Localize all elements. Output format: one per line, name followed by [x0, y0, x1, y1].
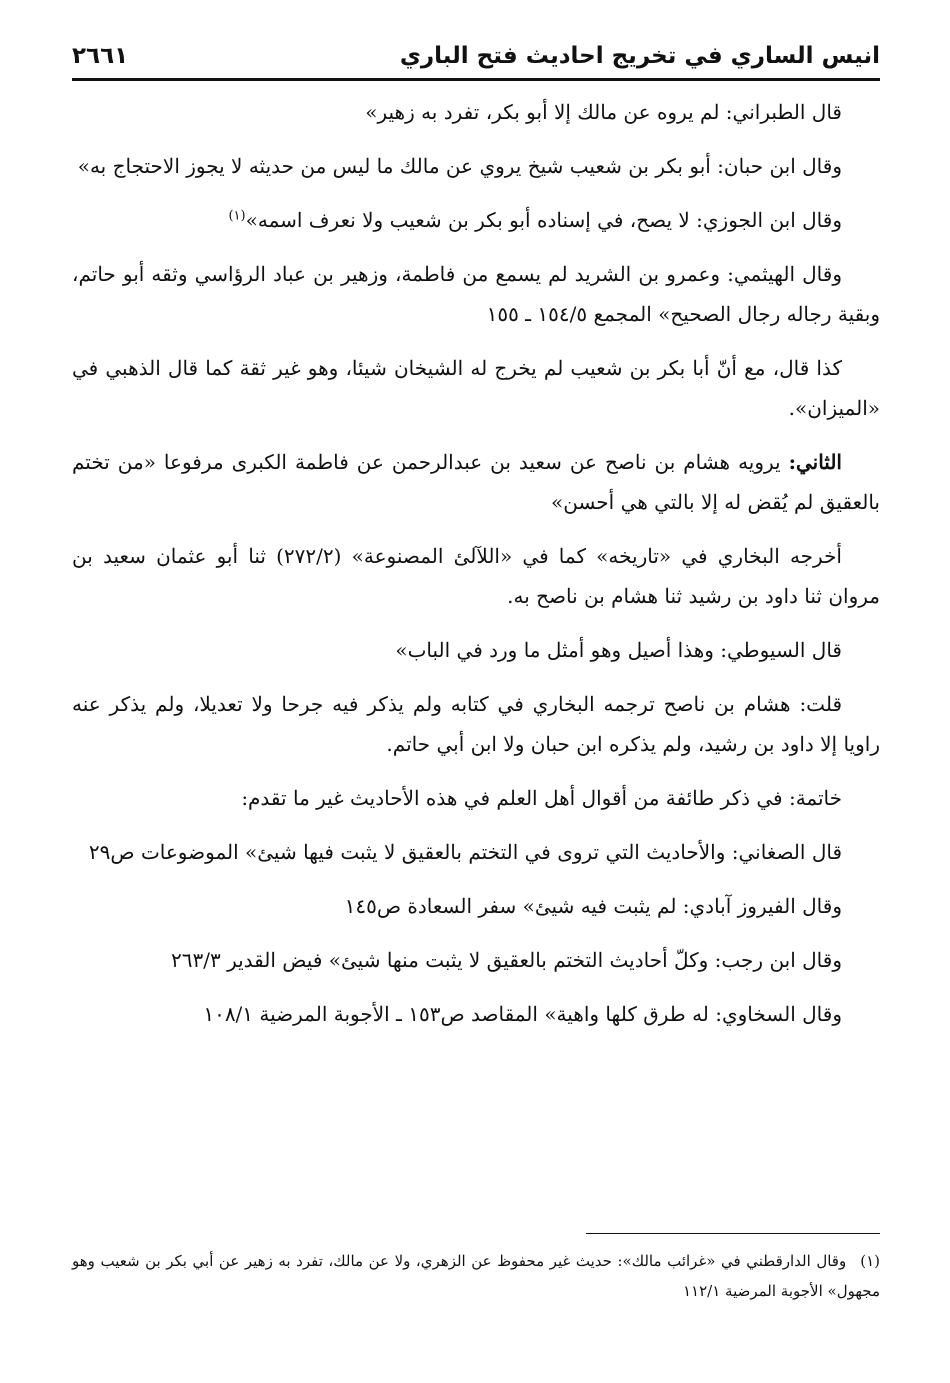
paragraph: أخرجه البخاري في «تاريخه» كما في «اللآلئ المصنوعة» (٢٧٢/٢) ثنا أبو عثمان سعيد بن مروان ثنا داود بن رشيد ثنا هشام بن ناصح به.	[72, 544, 880, 608]
paragraph: قال الصغاني: والأحاديث التي تروى في التختم بالعقيق لا يثبت فيها شيئ» الموضوعات ص٢٩	[88, 840, 842, 864]
page-number: ٢٦٦١	[72, 43, 129, 69]
page-header	[72, 36, 880, 76]
running-title: انيس الساري في تخريج احاديث فتح الباري	[399, 43, 880, 69]
paragraph: وقال الهيثمي: وعمرو بن الشريد لم يسمع من فاطمة، وزهير بن عباد الرؤاسي وثقه أبو حاتم، وبقية رجاله رجال الصحيح» المجمع ١٥٤/٥ ـ ١٥٥	[72, 262, 880, 326]
main-text	[72, 92, 880, 1048]
paragraph: وقال الفيروز آبادي: لم يثبت فيه شيئ» سفر السعادة ص١٤٥	[344, 894, 842, 918]
paragraph: قال الطبراني: لم يروه عن مالك إلا أبو بكر، تفرد به زهير»	[365, 100, 842, 124]
paragraph: وقال السخاوي: له طرق كلها واهية» المقاصد ص١٥٣ ـ الأجوبة المرضية ١٠٨/١	[203, 1002, 842, 1026]
paragraph: قلت: هشام بن ناصح ترجمه البخاري في كتابه ولم يذكر فيه جرحا ولا تعديلا، ولم يذكر عنه راويا إلا داود بن رشيد، ولم يذكره ابن حبان ولا ابن أبي حاتم.	[72, 692, 880, 756]
header-divider	[72, 78, 880, 81]
paragraph: وقال ابن حبان: أبو بكر بن شعيب شيخ يروي عن مالك ما ليس من حديثه لا يجوز الاحتجاج به»	[77, 154, 842, 178]
footnote	[72, 1246, 880, 1306]
footnote-marker: (١)	[228, 208, 246, 224]
paragraph: وقال ابن رجب: وكلّ أحاديث التختم بالعقيق لا يثبت منها شيئ» فيض القدير ٢٦٣/٣	[171, 948, 842, 972]
paragraph: الثاني: يرويه هشام بن ناصح عن سعيد بن عبدالرحمن عن فاطمة الكبرى مرفوعا «من تختم بالعقيق لم يُقض له إلا بالتي هي أحسن»	[72, 450, 880, 514]
paragraph: خاتمة: في ذكر طائفة من أقوال أهل العلم في هذه الأحاديث غير ما تقدم:	[241, 786, 842, 810]
footnote-number: (١)	[860, 1252, 880, 1270]
footnote-divider	[586, 1233, 880, 1234]
paragraph: وقال ابن الجوزي: لا يصح، في إسناده أبو بكر بن شعيب ولا نعرف اسمه»$^{(١)}$	[228, 208, 842, 232]
paragraph: قال السيوطي: وهذا أصيل وهو أمثل ما ورد في الباب»	[395, 638, 842, 662]
footnote-text: وقال الدارقطني في «غرائب مالك»: حديث غير محفوظ عن الزهري، ولا عن مالك، تفرد به زهير عن أبي بكر بن شعيب وهو مجهول» الأجوبة المرضية ١١٢/١	[72, 1252, 880, 1300]
paragraph: كذا قال، مع أنّ أبا بكر بن شعيب لم يخرج له الشيخان شيئا، وهو غير ثقة كما قال الذهبي في «الميزان».	[72, 356, 880, 420]
section-lead: الثاني:	[788, 450, 842, 474]
